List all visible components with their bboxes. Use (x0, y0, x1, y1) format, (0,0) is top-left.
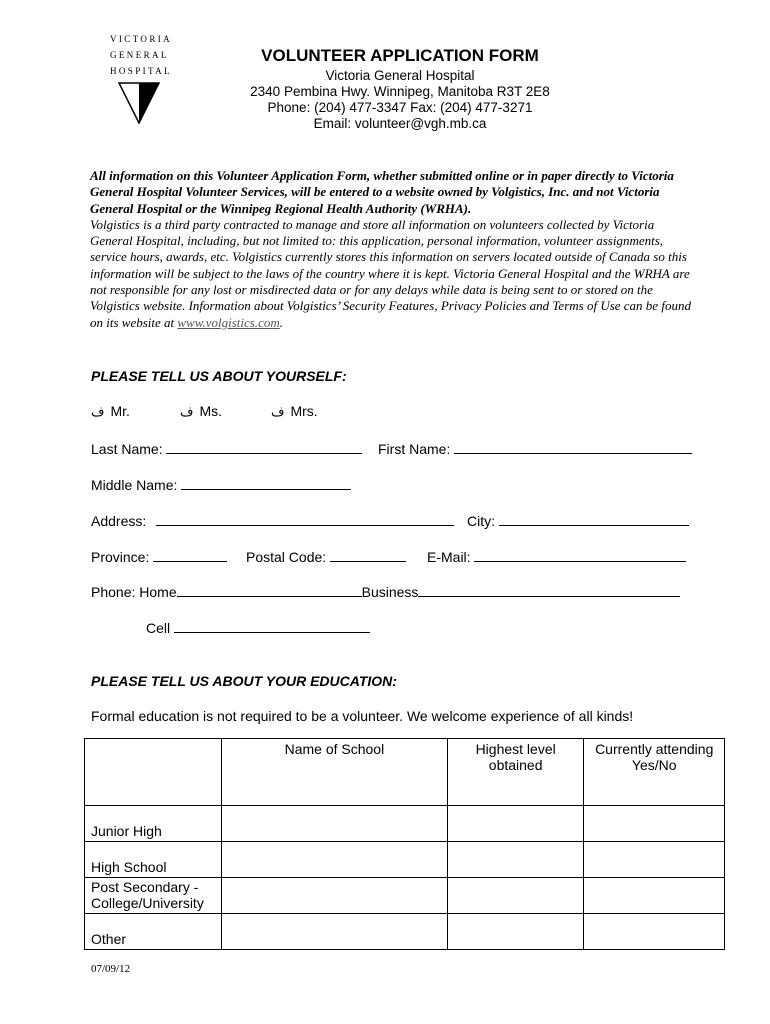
org-email: Email: volunteer@vgh.mb.ca (313, 116, 487, 131)
row-label-junior-high: Junior High (85, 806, 222, 842)
phone-home-field[interactable] (177, 583, 362, 597)
title-mr[interactable] (91, 403, 130, 420)
junior-high-attending-cell[interactable] (584, 806, 725, 842)
post-secondary-line2: College/University (91, 895, 204, 911)
attending-line2: Yes/No (631, 757, 677, 773)
table-header-row (85, 739, 725, 806)
postal-code-field[interactable] (330, 548, 406, 562)
disclaimer-bold-text: All information on this Volunteer Application Form, whether submitted online or in paper directly to Victoria General Hospital Volunteer Services, will be entered to a website owned by Volgistics, Inc. and not Victoria General Hospital or the Winnipeg Regional Health Authority (WRHA). (90, 168, 674, 216)
email-field[interactable] (474, 548, 686, 562)
disclaimer-body-text: Volgistics is a third party contracted to manage and store all information on volunteers collected by Victoria General Hospital, including, but not limited to: this application, personal information, volunteer assignments, service hours, awards, etc. Volgistics currently stores this information on servers located outside of Canada so this information will be subject to the laws of the country where it is kept. Victoria General Hospital and the WRHA are not responsible for any lost or misdirected data or for any delays while data is being sent to or stored on the Volgistics website. Information about Volgistics’ Security Features, Privacy Policies and Terms of Use can be found on its website at (90, 216, 691, 330)
table-row (85, 806, 725, 842)
phone-business-field[interactable] (418, 583, 680, 597)
post-secondary-school-cell[interactable] (221, 878, 447, 914)
first-name-label: First Name: (378, 441, 451, 457)
post-secondary-attending-cell[interactable] (584, 878, 725, 914)
row-label-high-school: High School (85, 842, 222, 878)
address-label: Address: (91, 513, 147, 529)
row-label-other: Other (85, 914, 222, 950)
last-name-field[interactable] (166, 440, 362, 454)
table-header-school: Name of School (221, 739, 447, 806)
title-mrs-label: Mrs. (290, 403, 318, 419)
table-header-attending (584, 739, 725, 806)
province-label: Province: (91, 549, 150, 565)
attending-line1: Currently attending (595, 741, 714, 757)
title-ms-label: Ms. (199, 403, 223, 419)
high-school-level-cell[interactable] (447, 842, 584, 878)
first-name-field[interactable] (454, 440, 692, 454)
logo-text-hospital: HOSPITAL (110, 66, 172, 76)
middle-name-field[interactable] (181, 476, 351, 490)
junior-high-level-cell[interactable] (447, 806, 584, 842)
phone-home-label: Phone: Home (91, 584, 177, 600)
education-table (84, 738, 725, 950)
form-title: VOLUNTEER APPLICATION FORM (261, 46, 539, 65)
junior-high-school-cell[interactable] (221, 806, 447, 842)
business-label: Business (361, 584, 419, 600)
volgistics-link[interactable]: www.volgistics.com (177, 314, 280, 330)
city-label: City: (467, 513, 495, 529)
checkbox-icon[interactable]: ف (180, 404, 194, 419)
table-header-level (447, 739, 584, 806)
title-mrs[interactable] (271, 403, 318, 420)
other-school-cell[interactable] (221, 914, 447, 950)
high-school-attending-cell[interactable] (584, 842, 725, 878)
row-label-post-secondary (85, 878, 222, 914)
last-name-label: Last Name: (91, 441, 163, 457)
email-label: E-Mail: (427, 549, 471, 565)
post-secondary-level-cell[interactable] (447, 878, 584, 914)
org-phone-fax: Phone: (204) 477-3347 Fax: (204) 477-3271 (267, 100, 533, 115)
cell-label: Cell (146, 620, 171, 636)
other-level-cell[interactable] (447, 914, 584, 950)
province-field[interactable] (153, 548, 227, 562)
privacy-disclaimer (90, 168, 698, 331)
logo-text-general: GENERAL (110, 50, 169, 60)
high-school-school-cell[interactable] (221, 842, 447, 878)
about-heading: PLEASE TELL US ABOUT YOURSELF: (91, 368, 347, 384)
checkbox-icon[interactable]: ف (91, 404, 105, 419)
address-field[interactable] (156, 512, 454, 526)
other-attending-cell[interactable] (584, 914, 725, 950)
level-line2: obtained (488, 757, 543, 773)
checkbox-icon[interactable]: ف (271, 404, 285, 419)
org-name: Victoria General Hospital (325, 68, 475, 83)
table-header-blank (85, 739, 222, 806)
level-line1: Highest level (475, 741, 556, 757)
title-ms[interactable] (180, 403, 222, 420)
revision-date: 07/09/12 (91, 963, 131, 975)
middle-name-label: Middle Name: (91, 477, 178, 493)
education-heading: PLEASE TELL US ABOUT YOUR EDUCATION: (91, 673, 397, 689)
post-secondary-line1: Post Secondary - (91, 879, 199, 895)
table-row (85, 878, 725, 914)
victoria-triangle-logo-icon (118, 82, 160, 124)
table-row (85, 914, 725, 950)
table-row (85, 842, 725, 878)
org-address: 2340 Pembina Hwy. Winnipeg, Manitoba R3T 2E8 (250, 84, 550, 99)
phone-cell-field[interactable] (174, 619, 370, 633)
postal-code-label: Postal Code: (246, 549, 327, 565)
title-mr-label: Mr. (110, 403, 130, 419)
logo-text-victoria: VICTORIA (110, 34, 173, 44)
education-note: Formal education is not required to be a volunteer. We welcome experience of all kinds! (91, 708, 634, 724)
disclaimer-end: . (279, 314, 283, 330)
city-field[interactable] (499, 512, 689, 526)
